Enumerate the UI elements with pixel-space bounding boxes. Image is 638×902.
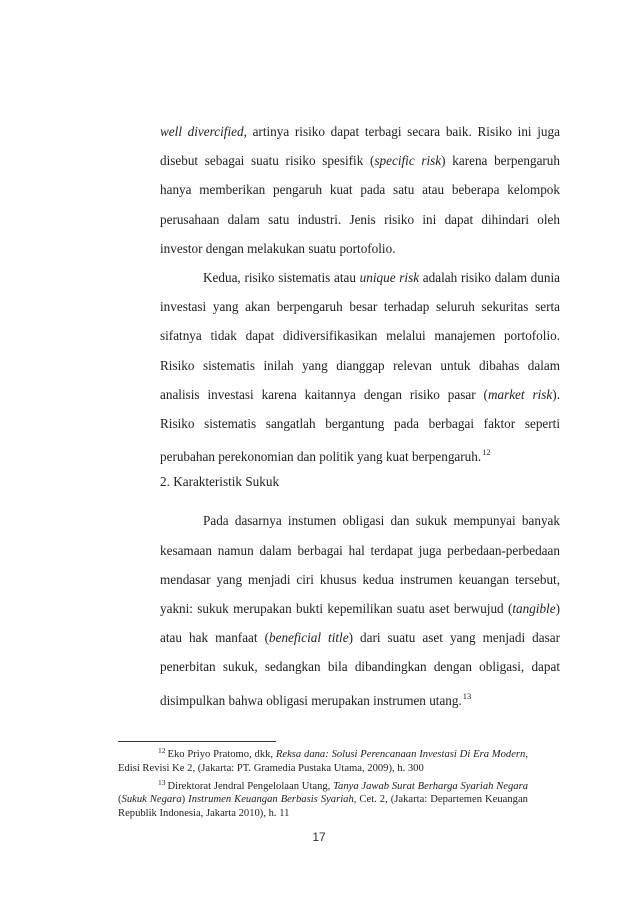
footnote-12-line-1: [118, 744, 528, 762]
text-span: Direktorat Jendral Pengelolaan Utang,: [167, 780, 334, 792]
paragraph-2-line-3: sifatnya tidak dapat didiversifikasikan melalui manajemen portofolio.: [160, 328, 560, 344]
paragraph-3-line-1: Pada dasarnya instumen obligasi dan sukuk mempunyai banyak: [203, 513, 560, 529]
paragraph-2-line-6: Risiko sistematis sangatlah bergantung pada berbagai faktor seperti: [160, 415, 560, 431]
paragraph-2-line-2: investasi yang akan berpengaruh besar terhadap seluruh sekuritas serta: [160, 299, 560, 315]
text-span: atau hak manfaat (: [160, 630, 269, 646]
text-span: yakni: sukuk merupakan bukti kepemilikan suatu aset berwujud (: [160, 601, 513, 616]
paragraph-3-line-6: penerbitan sukuk, sedangkan bila dibandingkan dengan obligasi, dapat: [160, 659, 560, 675]
paragraph-2-line-1: [160, 263, 560, 292]
text-span: ): [181, 794, 189, 806]
paragraph-3-line-5: [160, 623, 560, 652]
spacer: [160, 496, 560, 506]
section-heading: 2. Karakteristik Sukuk: [160, 474, 280, 490]
paragraph-3-line-4: [160, 594, 560, 623]
paragraph-3-line-2: kesamaan namun dalam berbagai hal terdapat juga perbedaan-perbedaan: [160, 542, 560, 558]
text-span: perubahan perekonomian dan politik yang kuat berpengaruh.: [160, 449, 482, 465]
footnote-12-line-2: Edisi Revisi Ke 2, (Jakarta: PT. Gramedia Pustaka Utama, 2009), h. 300: [118, 762, 424, 774]
italic-term: unique risk: [359, 269, 420, 285]
paragraph-3-line-3: mendasar yang menjadi ciri khusus kedua instrumen keuangan tersebut,: [160, 571, 560, 587]
text-span: analisis investasi karena kaitannya dengan risiko pasar (: [160, 386, 488, 402]
italic-title: Reksa dana: Solusi Perencanaan Investasi Di Era Modern: [275, 749, 526, 760]
footnotes: [118, 744, 528, 821]
footnote-number: 12: [158, 746, 166, 755]
paragraph-2-line-7: [160, 438, 560, 467]
italic-title: Sukuk Negara: [121, 794, 182, 806]
footnote-13-line-2: [118, 793, 528, 807]
text-span: ) karena berpengaruh: [441, 153, 560, 169]
paragraph-1-line-4: perusahaan dalam satu industri. Jenis risiko ini dapat dihindari oleh: [160, 211, 560, 227]
italic-title: Instrumen Keuangan Berbasis Syariah: [188, 794, 354, 806]
italic-term: beneficial title: [269, 630, 349, 646]
paragraph-1-line-1: [160, 117, 560, 146]
paragraph-1-line-5: investor dengan melakukan suatu portofolio.: [160, 240, 396, 256]
page-number: 17: [312, 830, 326, 844]
italic-title: Tanya Jawab Surat Berharga Syariah Negara: [333, 780, 528, 792]
italic-term: market risk: [487, 386, 553, 402]
body-text: [160, 117, 560, 711]
text-span: ): [555, 601, 560, 616]
paragraph-1-line-3: hanya memberikan pengaruh kuat pada satu atau beberapa kelompok: [160, 182, 560, 198]
paragraph-1-line-2: [160, 146, 560, 175]
paragraph-2-line-5: [160, 380, 560, 409]
footnote-ref-12[interactable]: 12: [482, 447, 491, 458]
footnote-number: 13: [158, 777, 166, 787]
footnote-separator: [118, 741, 276, 742]
text-span: ,: [525, 749, 529, 760]
text-span: adalah risiko dalam dunia: [419, 269, 560, 285]
text-span: (: [118, 794, 122, 806]
text-span: ).: [552, 386, 560, 402]
paragraph-2-line-4: Risiko sistematis inilah yang dianggap relevan untuk dibahas dalam: [160, 357, 560, 373]
text-span: Eko Priyo Pratomo, dkk,: [167, 749, 276, 760]
italic-term: well divercified: [160, 124, 244, 139]
text-span: disimpulkan bahwa obligasi merupakan instrumen utang.: [160, 692, 462, 708]
text-span: Kedua, risiko sistematis atau: [203, 269, 360, 285]
text-span: ) dari suatu aset yang menjadi dasar: [348, 630, 560, 646]
italic-term: tangible: [512, 601, 556, 616]
paragraph-3-line-7: [160, 682, 560, 711]
text-span: , Cet. 2, (Jakarta: Departemen Keuangan: [353, 794, 528, 806]
footnote-13-line-3: Republik Indonesia, Jakarta 2010), h. 11: [118, 808, 290, 820]
italic-term: specific risk: [374, 153, 442, 169]
text-span: , artinya risiko dapat terbagi secara baik. Risiko ini juga: [243, 124, 560, 139]
footnote-13-line-1: [118, 776, 528, 794]
text-span: disebut sebagai suatu risiko spesifik (: [160, 153, 375, 169]
footnote-ref-13[interactable]: 13: [462, 690, 472, 701]
